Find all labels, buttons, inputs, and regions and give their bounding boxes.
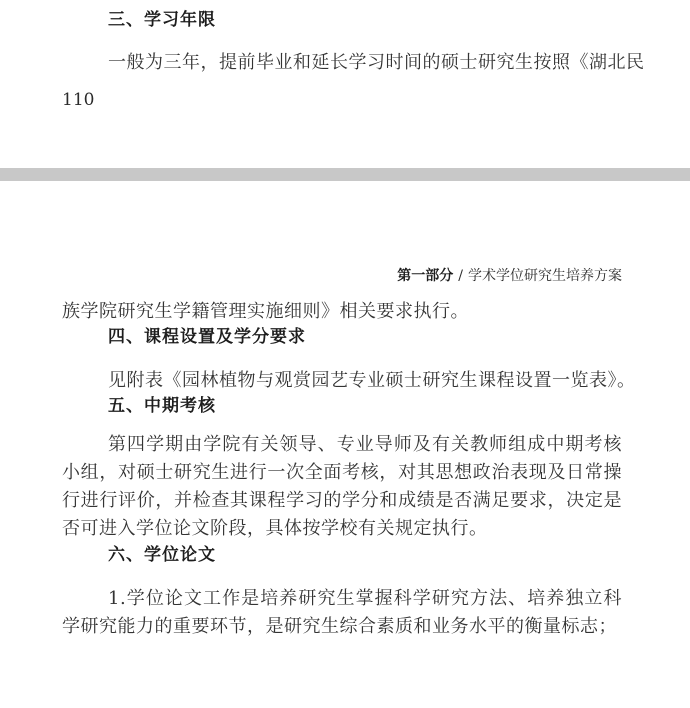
- page-separator-bar: [0, 168, 690, 181]
- section-6-body: 1.学位论文工作是培养研究生掌握科学研究方法、培养独立科学研究能力的重要环节，是研究生综合素质和业务水平的衡量标志；: [62, 588, 622, 637]
- running-header-title: 学术学位研究生培养方案: [468, 268, 622, 284]
- section-5-body: 第四学期由学院有关领导、专业导师及有关教师组成中期考核小组，对硕士研究生进行一次全面考核，对其思想政治表现及日常操行进行评价，并检查其课程学习的学分和成绩是否满足要求，决定是否可进入学位论文阶段，具体按学校有关规定执行。: [62, 434, 622, 539]
- page-number: 110: [62, 90, 95, 110]
- running-header-separator: /: [458, 268, 463, 284]
- section-6-heading: 六、学位论文: [108, 545, 216, 565]
- section-4-heading: 四、课程设置及学分要求: [108, 327, 306, 347]
- page-110-bottom-fragment: [0, 0, 690, 168]
- section-4-body: 见附表《园林植物与观赏园艺专业硕士研究生课程设置一览表》。: [108, 370, 636, 391]
- page-111-top-fragment: [0, 266, 690, 641]
- section-3-paragraph: 一般为三年，提前毕业和延长学习时间的硕士研究生按照《湖北民: [108, 52, 645, 73]
- running-header: [62, 266, 622, 286]
- continuation-line: 族学院研究生学籍管理实施细则》相关要求执行。: [62, 301, 469, 322]
- section-3-heading: 三、学习年限: [108, 10, 216, 30]
- section-5-heading: 五、中期考核: [108, 396, 216, 416]
- running-header-part: 第一部分: [397, 268, 454, 284]
